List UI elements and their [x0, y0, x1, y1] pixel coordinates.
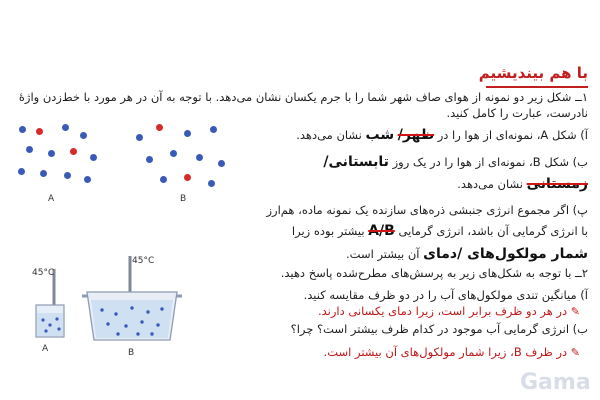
- q1-b-answer-2: زمستانی: [526, 176, 588, 192]
- pen-icon: ✎: [570, 346, 580, 359]
- thermo-b-label: 45°C: [132, 256, 155, 266]
- q1-p-line3: [346, 246, 588, 262]
- q1-b-prefix: ب) شکل B، نمونه‌ای از هوا را در یک روز: [392, 155, 588, 169]
- q1-p-answer: A/B: [368, 223, 395, 239]
- air-label-a: A: [48, 194, 55, 204]
- q1-b-line2: [457, 176, 588, 192]
- q2-b-answer-text: در ظرف B، زیرا شمار مولکول‌های آن بیشتر است.: [323, 345, 568, 359]
- q1-p-suffix: بیشتر بوده زیرا: [291, 224, 365, 238]
- q2-a-answer-text: در هر دو ظرف برابر است، زیرا دمای یکسانی دارند.: [317, 304, 568, 318]
- q1-b-answer-1: تابستانی/: [323, 154, 389, 170]
- q2-b-answer: [324, 345, 580, 359]
- q1-a-line: [296, 127, 588, 143]
- q2-a-question: آ) میانگین تندی مولکول‌های آب را در دو ظرف مقایسه کنید.: [303, 288, 588, 302]
- air-sample-b: [130, 120, 230, 192]
- q1-a-answer-2: شب: [365, 127, 395, 143]
- water-label-a: A: [42, 344, 49, 354]
- section-title: با هم بیندیشیم: [478, 64, 588, 82]
- q1-b-line: [323, 154, 588, 170]
- q1-intro-line1: ۱ــ شکل زیر دو نمونه از هوای صاف شهر شما را با جرم یکسان نشان می‌دهد. با توجه به آن در هر مورد با خط‌زدن واژهٔ: [18, 90, 588, 104]
- thermo-a-label: 45°C: [32, 268, 55, 278]
- watermark-logo: Gama: [520, 370, 591, 395]
- q1-b-suffix: نشان می‌دهد.: [457, 177, 523, 191]
- q1-p-line1: پ) اگر مجموع انرژی جنبشی ذره‌های سازنده یک نمونه ماده، هم‌ارز: [266, 203, 588, 217]
- air-sample-a: [14, 120, 104, 192]
- q1-intro-line2: نادرست، عبارت را کامل کنید.: [446, 106, 588, 120]
- q1-p-answer2: شمار مولکول‌های /دمای: [423, 246, 588, 262]
- q1-a-prefix: آ) شکل A، نمونه‌ای از هوا را در: [437, 128, 588, 142]
- title-underline: [486, 86, 588, 88]
- water-label-b: B: [128, 348, 135, 358]
- q1-p-line3-suffix: آن بیشتر است.: [346, 247, 420, 261]
- q1-p-line2: [292, 223, 588, 239]
- q1-a-answer-1: ظهر/: [397, 127, 435, 143]
- water-container-b: [82, 252, 182, 347]
- q2-a-answer: [318, 304, 580, 318]
- pen-icon: ✎: [570, 305, 580, 318]
- air-label-b: B: [180, 194, 187, 204]
- q2-intro: ۲ــ با توجه به شکل‌های زیر به پرسش‌های مطرح‌شده پاسخ دهید.: [280, 266, 588, 280]
- q2-b-question: ب) انرژی گرمایی آب موجود در کدام ظرف بیشتر است؟ چرا؟: [290, 322, 588, 336]
- q1-a-suffix: نشان می‌دهد.: [296, 128, 362, 142]
- water-b: [91, 300, 173, 338]
- q1-p-prefix: با انرژی گرمایی آن باشد، انرژی گرمایی: [398, 224, 588, 238]
